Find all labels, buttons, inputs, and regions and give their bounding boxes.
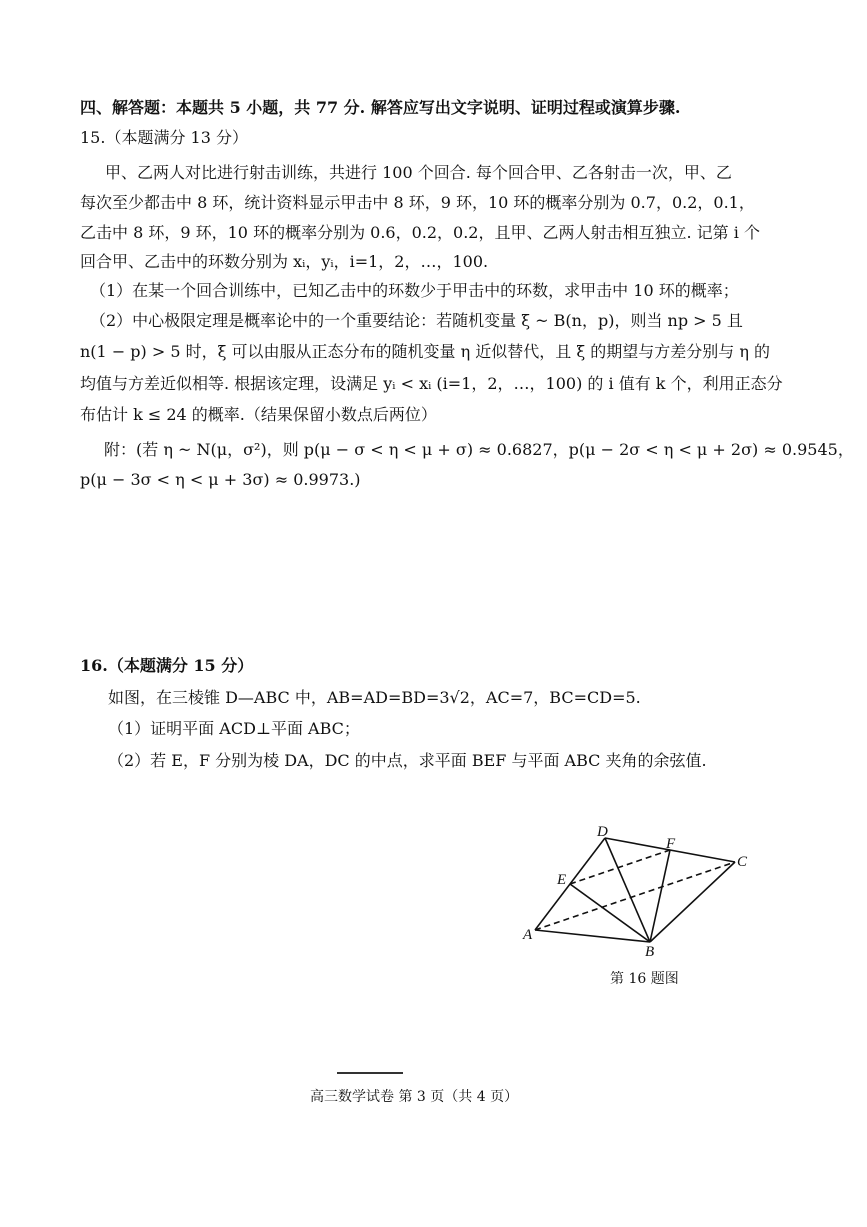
segment-FB	[650, 850, 670, 942]
footer-rule	[337, 1072, 403, 1074]
label-A: A	[523, 927, 533, 943]
label-D: D	[597, 824, 608, 840]
segment-EF	[570, 850, 670, 884]
label-C: C	[737, 854, 748, 870]
page-footer: 高三数学试卷 第 3 页（共 4 页）	[310, 1089, 519, 1105]
q15-line-3: 乙击中 8 环，9 环，10 环的概率分别为 0.6，0.2，0.2，且甲、乙两人射击相互独立. 记第 i 个	[80, 223, 760, 242]
q15-line-7: n(1 − p) > 5 时，ξ 可以由服从正态分布的随机变量 η 近似替代，且 ξ 的期望与方差分别与 η 的	[80, 342, 771, 361]
q16-part-2: （2）若 E，F 分别为棱 DA，DC 的中点，求平面 BEF 与平面 ABC 夹角的余弦值.	[108, 751, 707, 770]
q15-part-2: （2）中心极限定理是概率论中的一个重要结论：若随机变量 ξ ~ B(n，p)，则当 np > 5 且	[90, 311, 743, 330]
edge-AB	[535, 930, 650, 942]
q16-part-1: （1）证明平面 ACD⊥平面 ABC；	[108, 719, 360, 738]
figure-caption: 第 16 题图	[610, 971, 679, 987]
q15-appendix-2: p(μ − 3σ < η < μ + 3σ) ≈ 0.9973.)	[80, 470, 361, 489]
q15-title: 15.（本题满分 13 分）	[80, 128, 248, 147]
q15-appendix-1: 附：(若 η ~ N(μ，σ²)，则 p(μ − σ < η < μ + σ) ≈ 0.6827，p(μ − 2σ < η < μ + 2σ) ≈ 0.9545，	[104, 440, 854, 459]
q15-line-2: 每次至少都击中 8 环，统计资料显示甲击中 8 环，9 环，10 环的概率分别为 0.7，0.2，0.1，	[80, 193, 755, 212]
label-F: F	[666, 836, 676, 852]
q15-part-1: （1）在某一个回合训练中，已知乙击中的环数少于甲击中的环数，求甲击中 10 环的概率；	[90, 281, 739, 300]
section-header: 四、解答题：本题共 5 小题，共 77 分. 解答应写出文字说明、证明过程或演算步骤.	[80, 98, 681, 117]
q15-line-9: 布估计 k ≤ 24 的概率.（结果保留小数点后两位）	[80, 405, 437, 424]
q15-line-1: 甲、乙两人对比进行射击训练，共进行 100 个回合. 每个回合甲、乙各射击一次，甲、乙	[105, 163, 732, 182]
q15-line-4: 回合甲、乙击中的环数分别为 xᵢ，yᵢ，i=1，2，…，100.	[80, 252, 489, 271]
q16-title: 16.（本题满分 15 分）	[80, 656, 254, 675]
edge-BC	[650, 862, 735, 942]
q15-line-8: 均值与方差近似相等. 根据该定理，设满足 yᵢ < xᵢ (i=1，2，…，100) 的 i 值有 k 个，利用正态分	[80, 374, 783, 393]
label-B: B	[645, 944, 655, 960]
q16-statement: 如图，在三棱锥 D—ABC 中，AB=AD=BD=3√2，AC=7，BC=CD=5.	[108, 688, 641, 707]
label-E: E	[557, 872, 567, 888]
